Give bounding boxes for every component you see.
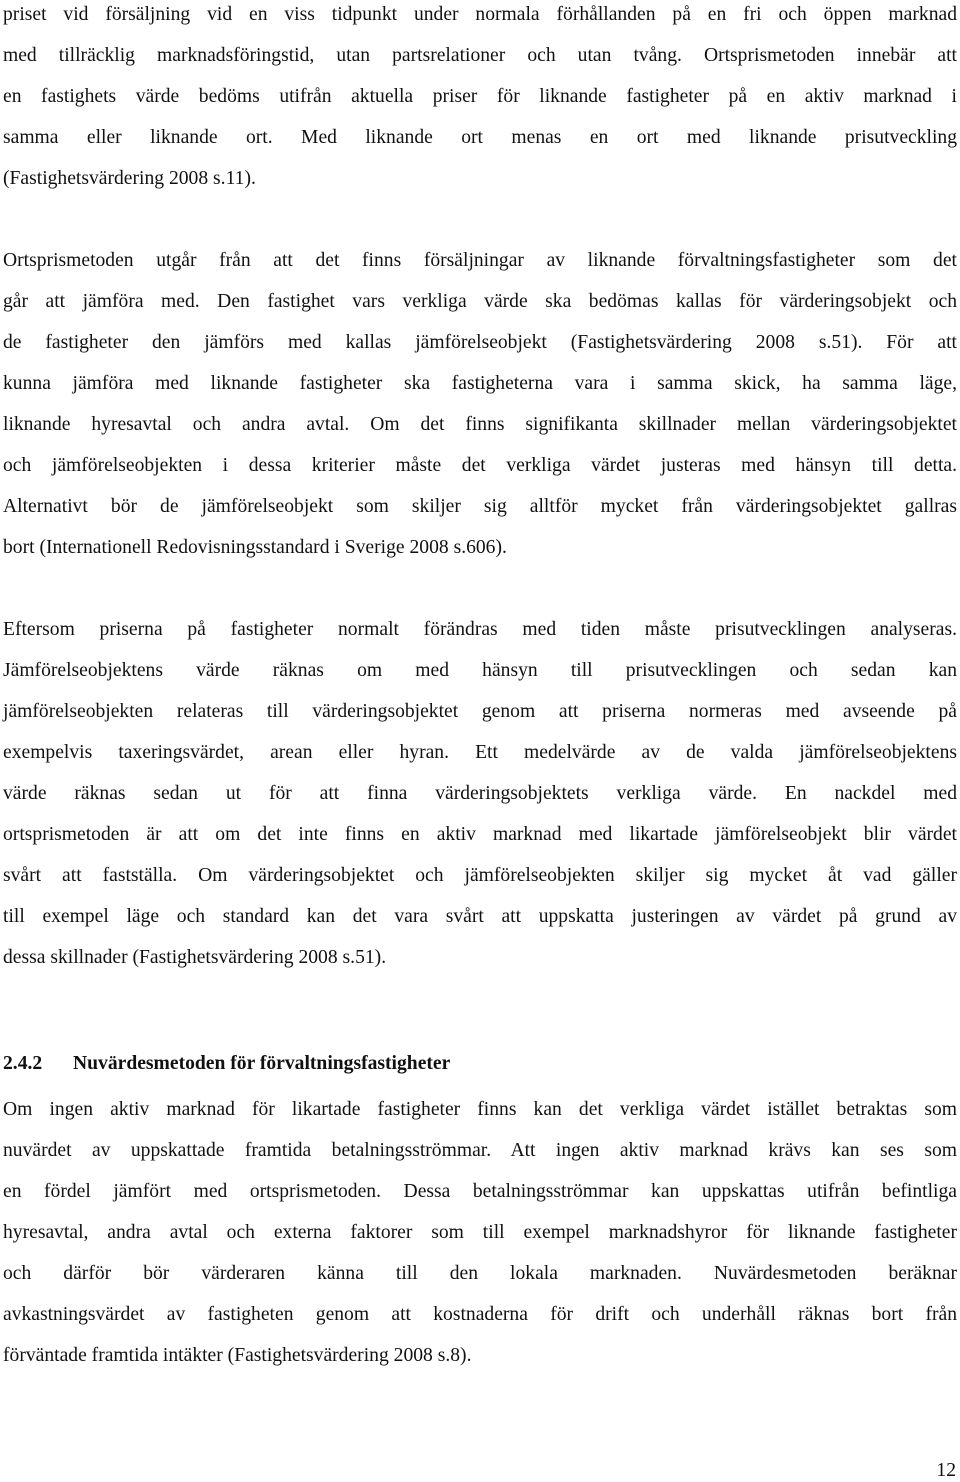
text-line: Om ingen aktiv marknad för likartade fastigheter finns kan det verkliga värdet istället betraktas som (3, 1099, 957, 1120)
text-line: nuvärdet av uppskattade framtida betalningsströmmar. Att ingen aktiv marknad krävs kan ses som (3, 1140, 957, 1161)
text-line: värde räknas sedan ut för att finna värderingsobjektets verkliga värde. En nackdel med (3, 783, 957, 804)
text-line: förväntade framtida intäkter (Fastighetsvärdering 2008 s.8). (3, 1345, 472, 1366)
text-line: de fastigheter den jämförs med kallas jämförelseobjekt (Fastighetsvärdering 2008 s.51). För att (3, 332, 957, 353)
text-line: kunna jämföra med liknande fastigheter ska fastigheterna vara i samma skick, ha samma läge, (3, 373, 957, 394)
text-line: liknande hyresavtal och andra avtal. Om det finns signifikanta skillnader mellan värderingsobjektet (3, 414, 957, 435)
text-line: samma eller liknande ort. Med liknande ort menas en ort med liknande prisutveckling (3, 127, 957, 148)
section-title: Nuvärdesmetoden för förvaltningsfastigheter (73, 1053, 451, 1074)
text-line: Ortsprismetoden utgår från att det finns försäljningar av liknande förvaltningsfastigheter som det (3, 250, 957, 271)
text-line: en fastighets värde bedöms utifrån aktuella priser för liknande fastigheter på en aktiv marknad i (3, 86, 957, 107)
text-line: går att jämföra med. Den fastighet vars verkliga värde ska bedömas kallas för värderingsobjekt och (3, 291, 957, 312)
text-line: priset vid försäljning vid en viss tidpunkt under normala förhållanden på en fri och öppen marknad (3, 4, 957, 25)
text-line: och därför bör värderaren känna till den lokala marknaden. Nuvärdesmetoden beräknar (3, 1263, 957, 1284)
text-line: dessa skillnader (Fastighetsvärdering 2008 s.51). (3, 947, 387, 968)
text-line: hyresavtal, andra avtal och externa faktorer som till exempel marknadshyror för liknande fastigheter (3, 1222, 957, 1243)
text-line: till exempel läge och standard kan det vara svårt att uppskatta justeringen av värdet på grund av (3, 906, 957, 927)
text-line: Alternativt bör de jämförelseobjekt som skiljer sig alltför mycket från värderingsobjektet gallras (3, 496, 957, 517)
text-line: Jämförelseobjektens värde räknas om med hänsyn till prisutvecklingen och sedan kan (3, 660, 957, 681)
text-line: (Fastighetsvärdering 2008 s.11). (3, 168, 256, 189)
section-number: 2.4.2 (3, 1053, 43, 1074)
page-number: 12 (936, 1460, 956, 1481)
text-line: ortsprismetoden är att om det inte finns en aktiv marknad med likartade jämförelseobjekt blir värdet (3, 824, 957, 845)
text-line: Eftersom priserna på fastigheter normalt förändras med tiden måste prisutvecklingen analyseras. (3, 619, 957, 640)
section-heading (3, 1052, 450, 1076)
text-line: svårt att fastställa. Om värderingsobjektet och jämförelseobjekten skiljer sig mycket åt vad gäller (3, 865, 957, 886)
text-line: bort (Internationell Redovisningsstandard i Sverige 2008 s.606). (3, 537, 507, 558)
text-line: en fördel jämfört med ortsprismetoden. Dessa betalningsströmmar kan uppskattas utifrån befintliga (3, 1181, 957, 1202)
text-line: exempelvis taxeringsvärdet, arean eller hyran. Ett medelvärde av de valda jämförelseobjektens (3, 742, 957, 763)
text-line: jämförelseobjekten relateras till värderingsobjektet genom att priserna normeras med avseende på (3, 701, 957, 722)
text-line: avkastningsvärdet av fastigheten genom att kostnaderna för drift och underhåll räknas bort från (3, 1304, 957, 1325)
text-line: och jämförelseobjekten i dessa kriterier måste det verkliga värdet justeras med hänsyn till detta. (3, 455, 957, 476)
text-line: med tillräcklig marknadsföringstid, utan partsrelationer och utan tvång. Ortsprismetoden innebär att (3, 45, 957, 66)
